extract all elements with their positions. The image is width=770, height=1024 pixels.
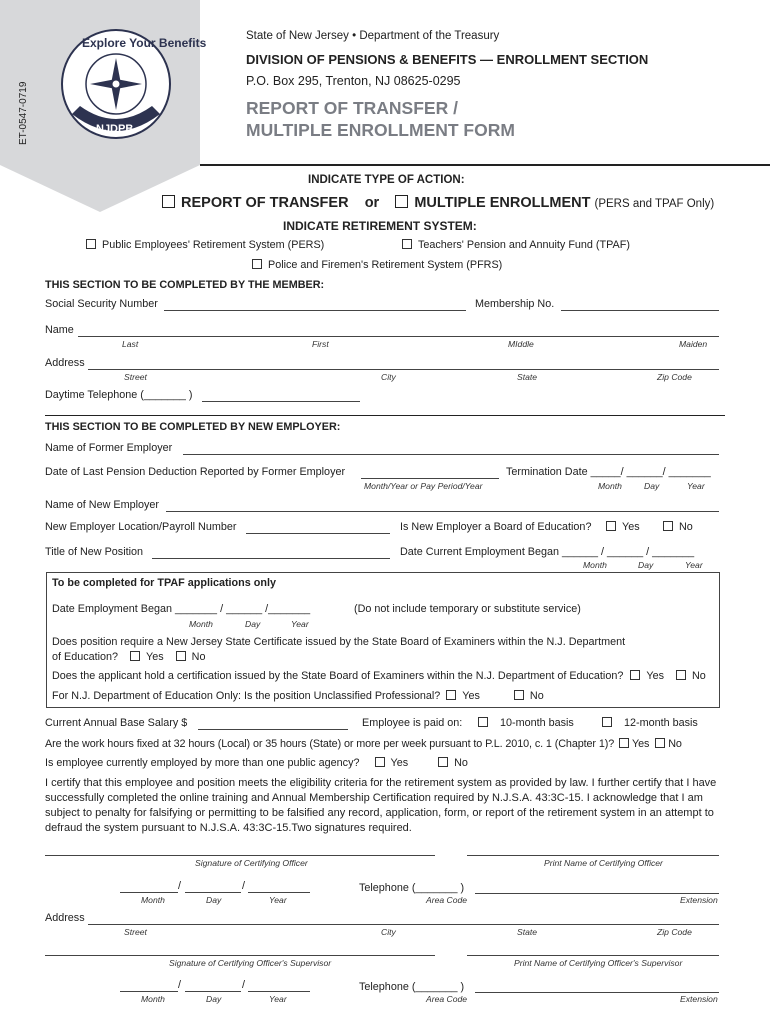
hours-line [45, 738, 682, 750]
tpaf-date-note: (Do not include temporary or substitute service) [354, 603, 581, 615]
pfrs-label: Police and Firemen's Retirement System (PFRS) [268, 259, 503, 271]
hours-yes-checkbox[interactable] [619, 738, 629, 748]
multi-yes-checkbox[interactable] [375, 757, 385, 767]
multi-agency-question: Is employee currently employed by more than one public agency? [45, 757, 360, 769]
cert-q2-yes-checkbox[interactable] [630, 670, 640, 680]
unclassified-line [52, 690, 544, 702]
officer-extension: Extension [680, 895, 718, 905]
last-deduction-label: Date of Last Pension Deduction Reported by Former Employer [45, 466, 346, 478]
board-no-label: No [679, 521, 693, 533]
pers-option[interactable] [86, 239, 324, 251]
twelve-month-option[interactable] [602, 717, 698, 729]
cert-question-2-line [52, 670, 706, 682]
supervisor-signature-field[interactable] [45, 955, 435, 956]
supervisor-extension: Extension [680, 994, 718, 1004]
cert-q1-yes-label: Yes [146, 651, 164, 663]
unclassified-no-label: No [529, 690, 544, 702]
supervisor-print-field[interactable] [467, 955, 719, 956]
cert-q1-yes-checkbox[interactable] [130, 651, 140, 661]
pfrs-checkbox[interactable] [252, 259, 262, 269]
officer-address-field[interactable] [88, 924, 719, 925]
officer-date-month[interactable] [120, 892, 178, 893]
former-employer-field[interactable] [183, 454, 719, 455]
name-sub-last: Last [122, 339, 139, 349]
membership-label: Membership No. [475, 298, 555, 310]
officer-sub-day: Day [206, 895, 222, 905]
address-sub-city: City [381, 372, 396, 382]
address-label: Address [45, 357, 85, 369]
form-title-line2: MULTIPLE ENROLLMENT FORM [246, 120, 515, 140]
ten-month-checkbox[interactable] [478, 717, 488, 727]
tpaf-sub-day: Day [245, 619, 261, 629]
twelve-month-checkbox[interactable] [602, 717, 612, 727]
name-sub-maiden: Maiden [679, 339, 708, 349]
hours-no-label: No [668, 738, 682, 750]
tpaf-heading: To be completed for TPAF applications only [52, 577, 276, 589]
paid-on-label: Employee is paid on: [362, 717, 463, 729]
officer-telephone-field[interactable] [475, 893, 719, 894]
tpaf-sub-year: Year [291, 619, 309, 629]
unclassified-question: For N.J. Department of Education Only: Is the position Unclassified Professional? [52, 690, 441, 702]
name-label: Name [45, 324, 74, 336]
supervisor-area-code: Area Code [426, 994, 468, 1004]
badge-top-text: Explore Your Benefits [82, 36, 207, 50]
officer-addr-zip: Zip Code [657, 927, 692, 937]
officer-addr-street: Street [124, 927, 147, 937]
member-heading: THIS SECTION TO BE COMPLETED BY THE MEMBER: [45, 279, 325, 291]
board-yes-checkbox[interactable] [606, 521, 616, 531]
officer-date-day[interactable] [185, 892, 241, 893]
division-name: DIVISION OF PENSIONS & BENEFITS — ENROLLMENT SECTION [246, 52, 649, 67]
action-heading: INDICATE TYPE OF ACTION: [308, 174, 465, 186]
multi-agency-line [45, 757, 468, 769]
unclassified-no-checkbox[interactable] [514, 690, 524, 700]
supervisor-telephone-field[interactable] [475, 992, 719, 993]
or-label: or [364, 195, 380, 211]
form-title-line1: REPORT OF TRANSFER / [246, 98, 458, 118]
officer-signature-label: Signature of Certifying Officer [195, 858, 308, 868]
pers-checkbox[interactable] [86, 239, 96, 249]
cert-question-2: Does the applicant hold a certification issued by the State Board of Examiners within the N.J. Department of Education? [52, 670, 624, 682]
tpaf-date-began[interactable]: Date Employment Began _______ / ______ /_______ [52, 603, 311, 615]
officer-date-year[interactable] [248, 892, 310, 893]
hours-no-checkbox[interactable] [655, 738, 665, 748]
officer-area-code: Area Code [426, 895, 468, 905]
multi-no-label: No [454, 757, 468, 769]
location-field[interactable] [246, 533, 390, 534]
term-sub-month: Month [598, 481, 622, 491]
multiple-enrollment-checkbox[interactable] [395, 195, 408, 208]
salary-label: Current Annual Base Salary $ [45, 717, 188, 729]
section-divider [45, 415, 725, 416]
badge-bottom-text: NJDPB [96, 123, 134, 135]
report-transfer-label: REPORT OF TRANSFER [181, 195, 349, 211]
certification-statement: I certify that this employee and position meets the eligibility criteria for the retirement system as provided by law. I further certify that I have successfully completed the online training and Annual Membership Certification required by N.J.S.A. 43:3C-15. I acknowledge that I am subject to penalty for falsifying or permitting to be falsified any record, application, form, or report of the retirement system in an attempt to defraud the system pursuant to N.J.S.A. 43:3C-15.Two signatures required. [45, 777, 717, 834]
unclassified-yes-label: Yes [462, 690, 480, 702]
supervisor-sub-day: Day [206, 994, 222, 1004]
date-slash: / [242, 979, 245, 991]
board-yes[interactable] [606, 521, 640, 533]
date-slash: / [242, 880, 245, 892]
date-began[interactable]: Date Current Employment Began ______ / ______ / _______ [400, 546, 695, 558]
location-label: New Employer Location/Payroll Number [45, 521, 237, 533]
board-no-checkbox[interactable] [663, 521, 673, 531]
supervisor-date-year[interactable] [248, 991, 310, 992]
term-sub-year: Year [687, 481, 705, 491]
division-address: P.O. Box 295, Trenton, NJ 08625-0295 [246, 74, 461, 88]
termination-date[interactable]: Termination Date _____/ ______/ _______ [506, 466, 711, 478]
phone-label: Daytime Telephone (_______ ) [45, 389, 193, 401]
new-employer-field[interactable] [166, 511, 719, 512]
multiple-enrollment-label: MULTIPLE ENROLLMENT [414, 195, 591, 211]
deduction-sub: Month/Year or Pay Period/Year [364, 481, 483, 491]
multi-no-checkbox[interactable] [438, 757, 448, 767]
supervisor-sub-month: Month [141, 994, 165, 1004]
supervisor-print-label: Print Name of Certifying Officer's Supervisor [514, 958, 683, 968]
twelve-month-label: 12-month basis [624, 717, 698, 729]
state-department: State of New Jersey • Department of the Treasury [246, 30, 500, 42]
cert-question-1-line2 [52, 651, 205, 663]
tpaf-label: Teachers' Pension and Annuity Fund (TPAF) [418, 239, 630, 251]
last-deduction-field[interactable] [361, 478, 499, 479]
date-slash: / [178, 979, 181, 991]
position-field[interactable] [152, 558, 390, 559]
officer-print-field[interactable] [467, 855, 719, 856]
address-sub-street: Street [124, 372, 147, 382]
hours-question: Are the work hours fixed at 32 hours (Local) or 35 hours (State) or more per week pursuant to P.L. 2010, c. 1 (Chapter 1)? [45, 738, 615, 750]
name-sub-middle: MIddle [508, 339, 534, 349]
officer-addr-state: State [517, 927, 538, 937]
board-yes-label: Yes [622, 521, 640, 533]
cert-q1-no-checkbox[interactable] [176, 651, 186, 661]
name-field[interactable] [78, 336, 719, 337]
date-slash: / [178, 880, 181, 892]
action-options [162, 195, 714, 211]
tpaf-sub-month: Month [189, 619, 213, 629]
board-question: Is New Employer a Board of Education? [400, 521, 592, 533]
cert-q2-yes-label: Yes [646, 670, 664, 682]
tpaf-checkbox[interactable] [402, 239, 412, 249]
ssn-label: Social Security Number [45, 298, 158, 310]
salary-field[interactable] [198, 729, 348, 730]
address-field[interactable] [88, 369, 719, 370]
officer-telephone-label: Telephone (_______ ) [359, 882, 465, 894]
form-code: ET-0547-0719 [18, 81, 29, 145]
officer-signature-field[interactable] [45, 855, 435, 856]
supervisor-sub-year: Year [269, 994, 287, 1004]
cert-q2-no-checkbox[interactable] [676, 670, 686, 680]
began-sub-year: Year [685, 560, 703, 570]
name-sub-first: First [312, 339, 329, 349]
membership-field[interactable] [561, 310, 719, 311]
new-employer-label: Name of New Employer [45, 499, 160, 511]
hours-yes-label: Yes [632, 738, 650, 750]
officer-sub-month: Month [141, 895, 165, 905]
phone-field[interactable] [202, 401, 360, 402]
ten-month-option[interactable] [478, 717, 574, 729]
unclassified-yes-checkbox[interactable] [446, 690, 456, 700]
board-no[interactable] [663, 521, 693, 533]
former-employer-label: Name of Former Employer [45, 442, 173, 454]
header-rule [200, 164, 770, 166]
officer-addr-city: City [381, 927, 396, 937]
position-label: Title of New Position [45, 546, 144, 558]
ssn-field[interactable] [164, 310, 466, 311]
pers-label: Public Employees' Retirement System (PERS) [102, 239, 325, 251]
officer-address-label: Address [45, 912, 85, 924]
employer-heading: THIS SECTION TO BE COMPLETED BY NEW EMPLOYER: [45, 421, 341, 433]
system-heading: INDICATE RETIREMENT SYSTEM: [283, 219, 477, 233]
address-sub-state: State [517, 372, 538, 382]
cert-q1-no-label: No [191, 651, 206, 663]
cert-q2-no-label: No [691, 670, 706, 682]
officer-sub-year: Year [269, 895, 287, 905]
multiple-enrollment-note: (PERS and TPAF Only) [594, 198, 715, 210]
supervisor-signature-label: Signature of Certifying Officer's Supervisor [169, 958, 332, 968]
supervisor-date-day[interactable] [185, 991, 241, 992]
ten-month-label: 10-month basis [500, 717, 574, 729]
term-sub-day: Day [644, 481, 660, 491]
pfrs-option[interactable] [252, 259, 502, 271]
address-sub-zip: Zip Code [657, 372, 692, 382]
began-sub-month: Month [583, 560, 607, 570]
supervisor-date-month[interactable] [120, 991, 178, 992]
multi-yes-label: Yes [390, 757, 409, 769]
cert-question-1: Does position require a New Jersey State Certificate issued by the State Board of Examiners within the N.J. Department [52, 636, 626, 648]
began-sub-day: Day [638, 560, 654, 570]
officer-print-label: Print Name of Certifying Officer [544, 858, 663, 868]
report-transfer-checkbox[interactable] [162, 195, 175, 208]
tpaf-option[interactable] [402, 239, 630, 251]
supervisor-telephone-label: Telephone (_______ ) [359, 981, 465, 993]
cert-question-1b: of Education? [52, 651, 119, 663]
